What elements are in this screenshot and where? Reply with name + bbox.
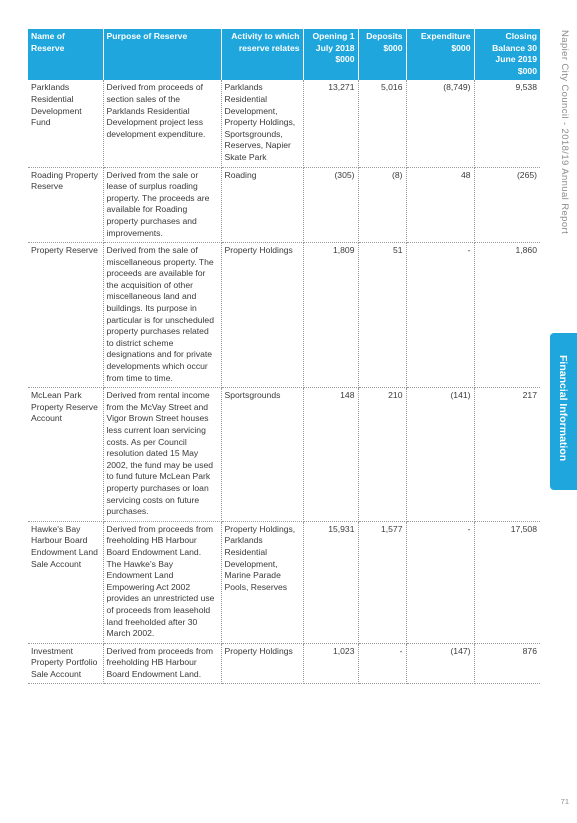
opening-balance-cell: 148 bbox=[303, 388, 358, 522]
purpose-cell: Derived from proceeds of section sales of the Parklands Residential Development project less development expenditure. bbox=[103, 80, 221, 167]
table-row bbox=[28, 243, 540, 388]
expenditure-cell: - bbox=[406, 243, 474, 388]
column-header: Opening 1 July 2018 $000 bbox=[303, 29, 358, 80]
deposits-cell: 51 bbox=[358, 243, 406, 388]
reserve-name-cell: Property Reserve bbox=[28, 243, 103, 388]
table-row bbox=[28, 80, 540, 167]
table-body bbox=[28, 80, 540, 684]
opening-balance-cell: 1,809 bbox=[303, 243, 358, 388]
closing-balance-cell: 876 bbox=[474, 643, 540, 684]
activity-cell: Property Holdings bbox=[221, 243, 303, 388]
activity-cell: Property Holdings bbox=[221, 643, 303, 684]
reserve-name-cell: Investment Property Portfolio Sale Account bbox=[28, 643, 103, 684]
opening-balance-cell: (305) bbox=[303, 167, 358, 243]
reserve-name-cell: Hawke's Bay Harbour Board Endowment Land Sale Account bbox=[28, 521, 103, 643]
table-header bbox=[28, 29, 540, 80]
deposits-cell: 210 bbox=[358, 388, 406, 522]
closing-balance-cell: 9,538 bbox=[474, 80, 540, 167]
column-header: Closing Balance 30 June 2019 $000 bbox=[474, 29, 540, 80]
column-header: Activity to which reserve relates bbox=[221, 29, 303, 80]
column-header: Purpose of Reserve bbox=[103, 29, 221, 80]
header-row bbox=[28, 29, 540, 80]
deposits-cell: - bbox=[358, 643, 406, 684]
page-number: 71 bbox=[560, 797, 569, 806]
reserve-name-cell: Parklands Residential Development Fund bbox=[28, 80, 103, 167]
purpose-cell: Derived from the sale of miscellaneous property. The proceeds are available for the acquisition of other miscellaneous land and buildings. Its purpose in particular is for unscheduled property purchases related to district scheme designations and for private developments which occur from time to time. bbox=[103, 243, 221, 388]
table-row bbox=[28, 521, 540, 643]
reserve-name-cell: Roading Property Reserve bbox=[28, 167, 103, 243]
expenditure-cell: 48 bbox=[406, 167, 474, 243]
purpose-cell: Derived from proceeds from freeholding HB Harbour Board Endowment Land. The Hawke's Bay Endowment Land Empowering Act 2002 provides an unrestricted use of proceeds from leasehold land freeholded after 30 March 2002. bbox=[103, 521, 221, 643]
closing-balance-cell: 1,860 bbox=[474, 243, 540, 388]
report-title: Napier City Council - 2018/19 Annual Report bbox=[559, 30, 570, 235]
opening-balance-cell: 13,271 bbox=[303, 80, 358, 167]
purpose-cell: Derived from the sale or lease of surplus roading property. The proceeds are available for Roading property purchases and improvements. bbox=[103, 167, 221, 243]
activity-cell: Sportsgrounds bbox=[221, 388, 303, 522]
deposits-cell: 1,577 bbox=[358, 521, 406, 643]
section-tab-label: Financial Information bbox=[557, 355, 569, 462]
section-tab[interactable] bbox=[550, 333, 577, 490]
expenditure-cell: - bbox=[406, 521, 474, 643]
opening-balance-cell: 15,931 bbox=[303, 521, 358, 643]
closing-balance-cell: 217 bbox=[474, 388, 540, 522]
activity-cell: Roading bbox=[221, 167, 303, 243]
reserves-table bbox=[28, 29, 540, 684]
expenditure-cell: (141) bbox=[406, 388, 474, 522]
table-row bbox=[28, 167, 540, 243]
closing-balance-cell: (265) bbox=[474, 167, 540, 243]
column-header: Expenditure $000 bbox=[406, 29, 474, 80]
table-row bbox=[28, 388, 540, 522]
purpose-cell: Derived from rental income from the McVay Street and Vigor Brown Street houses less current loan servicing costs. As per Council resolution dated 15 May 2002, the fund may be used to fund future McLean Park property purchases or loan servicing costs on future purchases. bbox=[103, 388, 221, 522]
closing-balance-cell: 17,508 bbox=[474, 521, 540, 643]
activity-cell: Parklands Residential Development, Property Holdings, Sportsgrounds, Reserves, Napier Skate Park bbox=[221, 80, 303, 167]
opening-balance-cell: 1,023 bbox=[303, 643, 358, 684]
expenditure-cell: (147) bbox=[406, 643, 474, 684]
reserve-name-cell: McLean Park Property Reserve Account bbox=[28, 388, 103, 522]
purpose-cell: Derived from proceeds from freeholding HB Harbour Board Endowment Land. bbox=[103, 643, 221, 684]
activity-cell: Property Holdings, Parklands Residential Development, Marine Parade Pools, Reserves bbox=[221, 521, 303, 643]
table-row bbox=[28, 643, 540, 684]
deposits-cell: 5,016 bbox=[358, 80, 406, 167]
expenditure-cell: (8,749) bbox=[406, 80, 474, 167]
column-header: Deposits $000 bbox=[358, 29, 406, 80]
column-header: Name of Reserve bbox=[28, 29, 103, 80]
deposits-cell: (8) bbox=[358, 167, 406, 243]
